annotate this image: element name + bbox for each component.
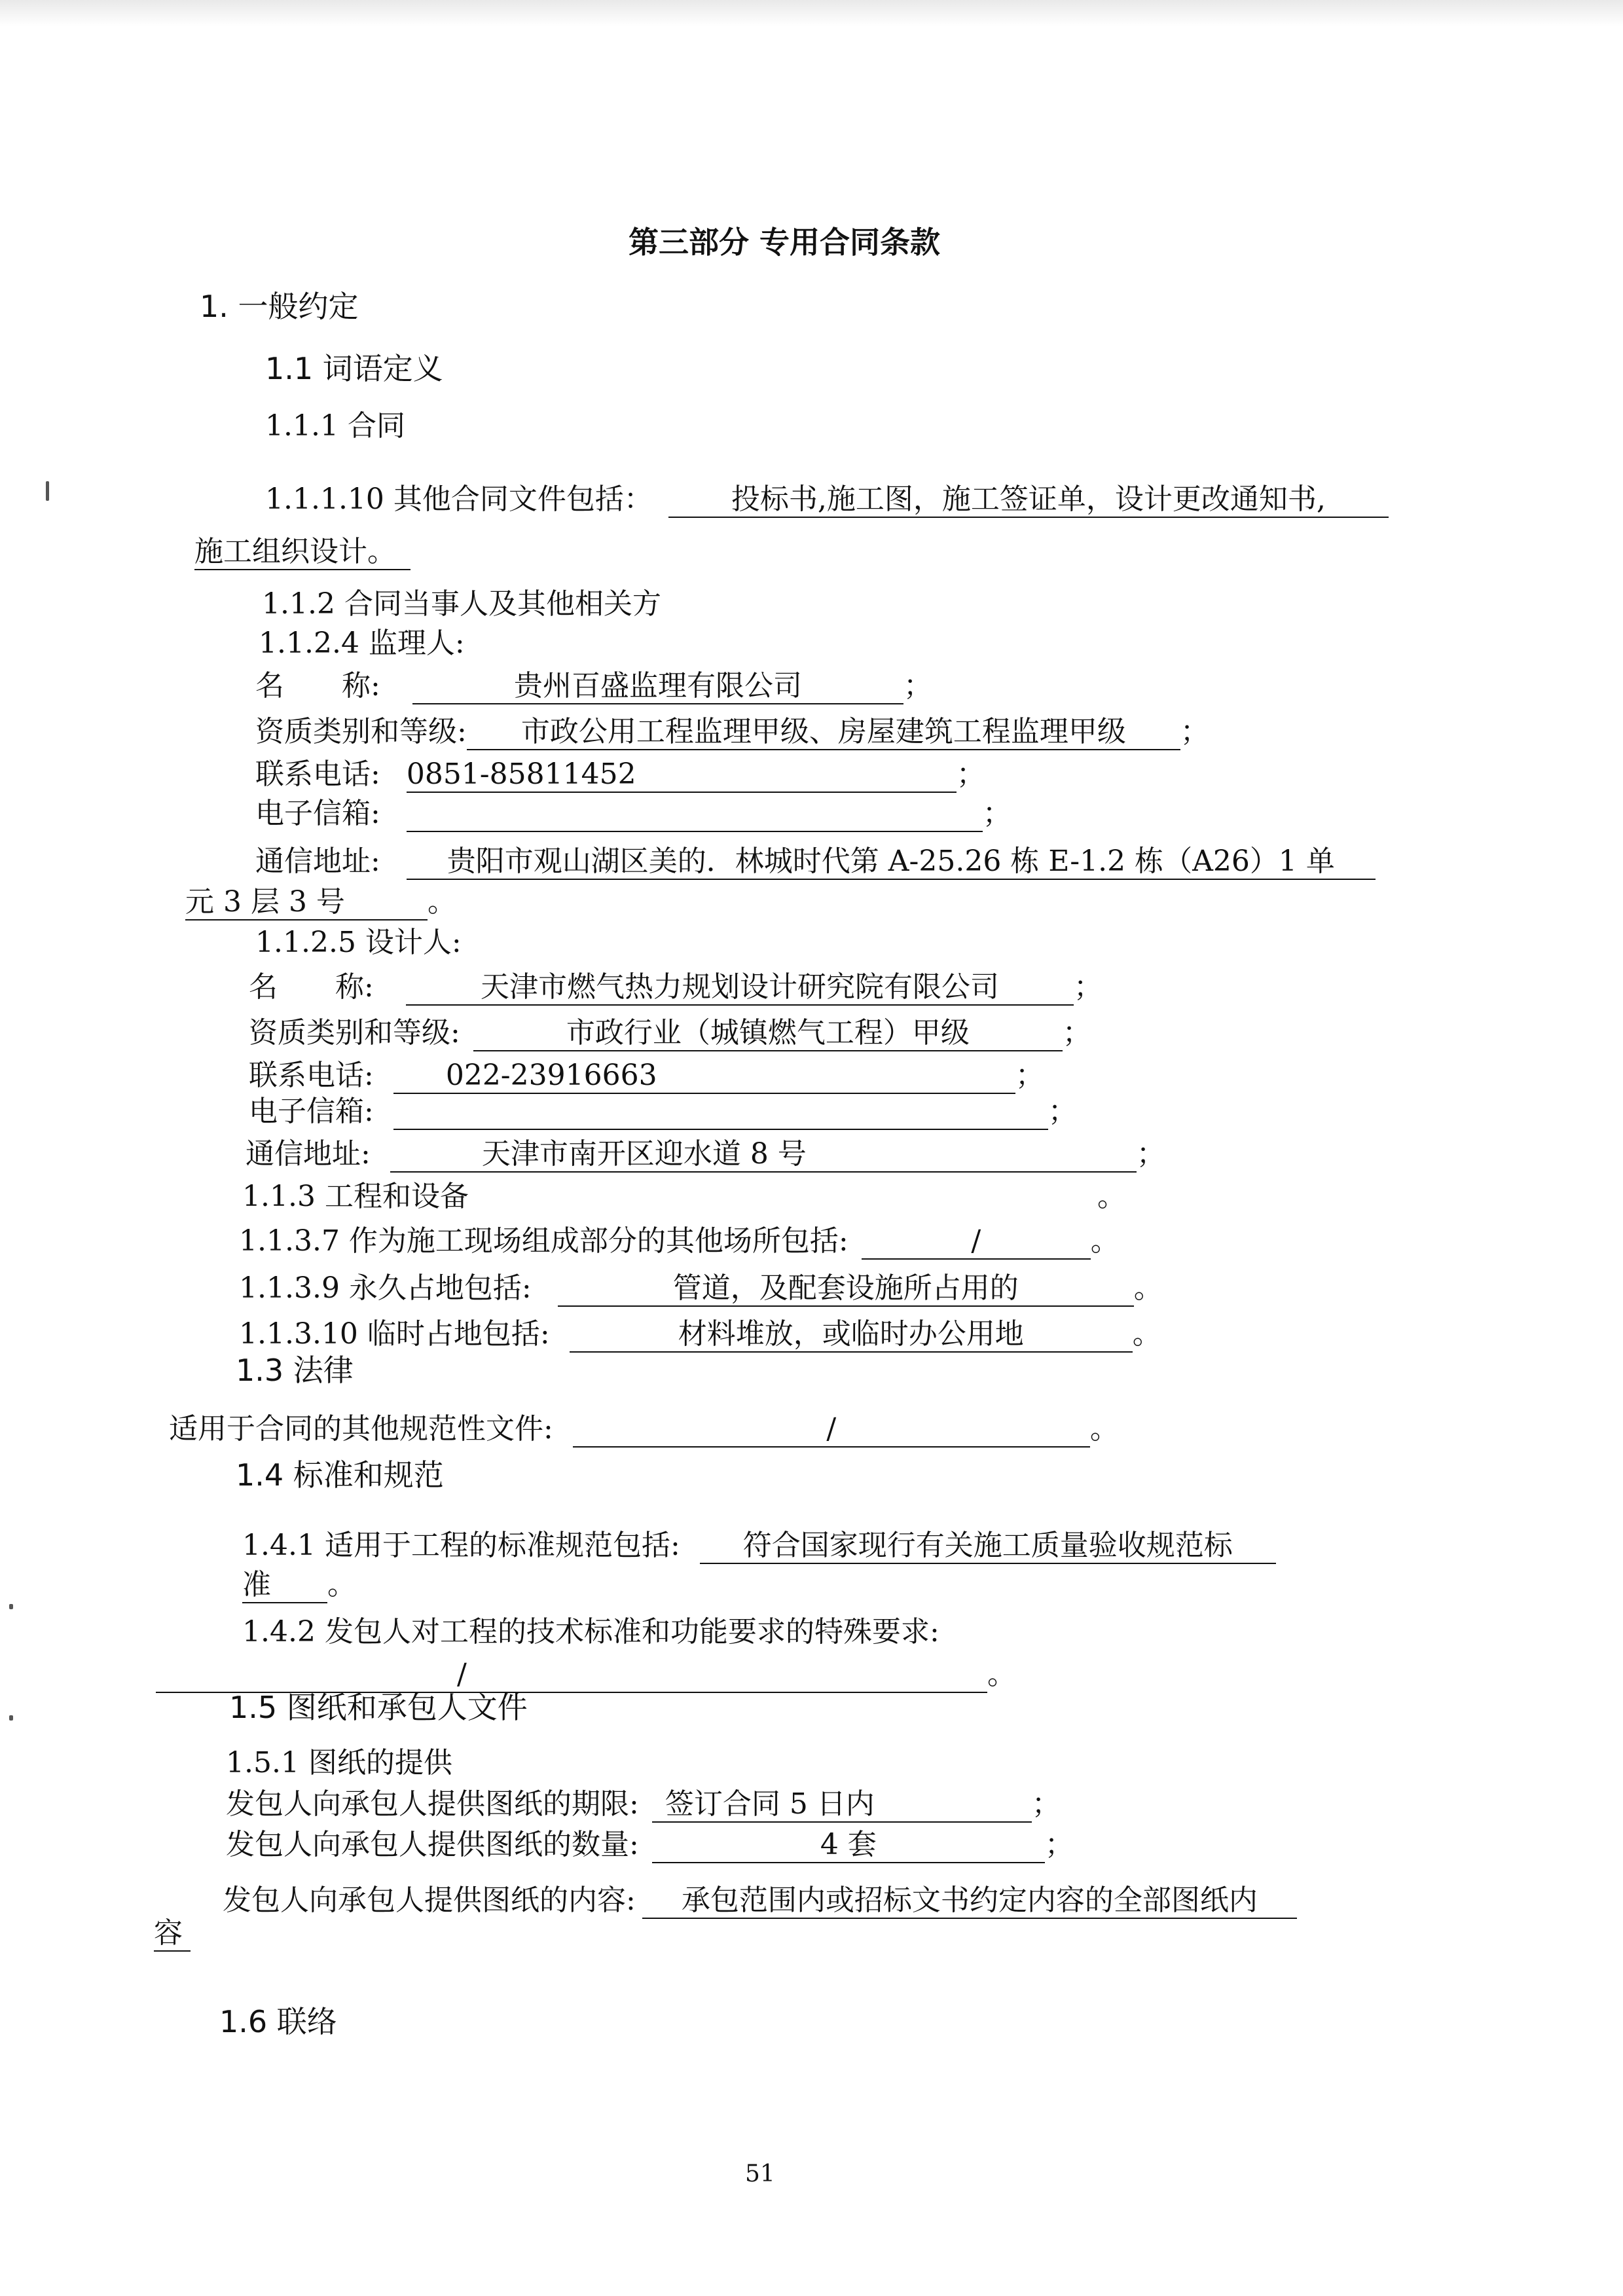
scan-speck — [46, 481, 49, 501]
field-label: 发包人向承包人提供图纸的数量: — [226, 1828, 639, 1861]
designer-phone-value: 022-23916663 — [393, 1059, 1015, 1094]
law-other-row — [169, 1411, 1119, 1448]
clause-1-1-3-7 — [239, 1223, 1120, 1260]
clause-1-1-1-10 — [265, 481, 1389, 518]
period: 。 — [428, 885, 456, 919]
scan-edge-shadow — [0, 0, 1623, 26]
field-label: 电子信箱: — [249, 1095, 374, 1128]
standards-value-cont: 准 — [242, 1568, 327, 1603]
field-label: 资质类别和等级: — [249, 1016, 460, 1049]
period: 。 — [1133, 1271, 1163, 1305]
law-other-value: / — [573, 1412, 1090, 1448]
clause-label: 适用于合同的其他规范性文件: — [169, 1412, 553, 1446]
clause-label: 1.1.3.9 永久占地包括: — [239, 1271, 532, 1305]
scan-speck — [9, 1604, 13, 1609]
page-title: 第三部分 专用合同条款 — [629, 225, 941, 260]
section-1-3-heading: 1.3 法律 — [236, 1353, 354, 1388]
drawing-period-row — [226, 1786, 1061, 1823]
semicolon: ； — [1180, 715, 1209, 748]
supervisor-name-value: 贵州百盛监理有限公司 — [412, 669, 903, 704]
semicolon: ； — [903, 669, 932, 702]
section-1-heading: 1. 一般约定 — [200, 289, 359, 324]
supervisor-email-row — [255, 795, 1012, 832]
designer-qual-value: 市政行业（城镇燃气工程）甲级 — [473, 1016, 1063, 1051]
supervisor-addr-row-cont — [185, 884, 456, 920]
section-1-1-1-heading: 1.1.1 合同 — [265, 409, 405, 443]
semicolon: ； — [1015, 1059, 1044, 1092]
drawing-content-value: 承包范围内或招标文书约定内容的全部图纸内 — [642, 1884, 1297, 1919]
drawing-period-value: 签订合同 5 日内 — [652, 1787, 1032, 1823]
designer-addr-value: 天津市南开区迎水道 8 号 — [390, 1137, 1137, 1173]
period: 。 — [1090, 1224, 1120, 1258]
clause-1-4-2-value-row — [156, 1656, 1016, 1693]
field-label: 联系电话: — [255, 757, 380, 791]
supervisor-phone-value: 0851-85811452 — [407, 757, 957, 793]
designer-addr-row — [246, 1136, 1165, 1173]
supervisor-phone-row — [255, 756, 985, 793]
semicolon: ； — [1136, 1137, 1165, 1171]
field-label: 发包人向承包人提供图纸的期限: — [226, 1787, 639, 1821]
page-number: 51 — [745, 2160, 775, 2187]
period: 。 — [327, 1568, 356, 1601]
section-1-1-3-heading: 1.1.3 工程和设备 — [242, 1180, 469, 1213]
permanent-land-value: 管道，及配套设施所占用的 — [558, 1271, 1134, 1307]
section-1-1-2-heading: 1.1.2 合同当事人及其他相关方 — [262, 587, 661, 621]
clause-label: 1.1.3.7 作为施工现场组成部分的其他场所包括: — [239, 1224, 848, 1258]
section-1-1-heading: 1.1 词语定义 — [265, 351, 443, 386]
clause-1-4-2: 1.4.2 发包人对工程的技术标准和功能要求的特殊要求: — [242, 1615, 939, 1649]
field-label: 名 称: — [249, 970, 374, 1004]
field-label: 发包人向承包人提供图纸的内容: — [223, 1884, 636, 1917]
section-1-5-heading: 1.5 图纸和承包人文件 — [229, 1690, 528, 1725]
period: 。 — [987, 1658, 1016, 1691]
supervisor-qual-row — [255, 714, 1209, 750]
period: 。 — [1089, 1412, 1119, 1446]
section-1-4-heading: 1.4 标准和规范 — [236, 1457, 444, 1493]
scan-speck — [9, 1715, 13, 1721]
clause-1-4-1 — [242, 1527, 1276, 1564]
clause-1-1-3-9 — [239, 1270, 1163, 1307]
field-label: 资质类别和等级: — [255, 715, 467, 748]
semicolon: ； — [1062, 1016, 1091, 1049]
special-requirements-value: / — [156, 1658, 987, 1693]
section-1-6-heading: 1.6 联络 — [219, 2004, 337, 2039]
supervisor-qual-value: 市政公用工程监理甲级、房屋建筑工程监理甲级 — [467, 715, 1180, 750]
clause-label: 1.1.3.10 临时占地包括: — [239, 1317, 550, 1351]
period: 。 — [1097, 1180, 1126, 1213]
semicolon: ； — [1074, 970, 1103, 1004]
semicolon: ； — [1048, 1095, 1077, 1128]
supervisor-email-value — [407, 831, 983, 832]
designer-name-row — [249, 969, 1103, 1006]
other-contract-docs-value: 投标书,施工图，施工签证单，设计更改通知书, — [668, 483, 1389, 518]
supervisor-heading: 1.1.2.4 监理人: — [259, 627, 465, 660]
section-1-5-1-heading: 1.5.1 图纸的提供 — [226, 1746, 452, 1779]
designer-qual-row — [249, 1015, 1091, 1051]
semicolon: ； — [1044, 1828, 1074, 1861]
semicolon: ； — [982, 797, 1012, 830]
standards-value: 符合国家现行有关施工质量验收规范标 — [700, 1529, 1276, 1564]
field-label: 名 称: — [255, 669, 380, 702]
supervisor-addr-row — [255, 843, 1376, 880]
clause-1-1-1-10-cont — [194, 534, 410, 570]
clause-1-4-1-cont — [242, 1567, 356, 1603]
field-label: 联系电话: — [249, 1059, 374, 1092]
drawing-qty-row — [226, 1827, 1074, 1863]
supervisor-addr-value-cont: 元 3 层 3 号 — [185, 885, 428, 920]
designer-heading: 1.1.2.5 设计人: — [255, 926, 462, 959]
supervisor-addr-value: 贵阳市观山湖区美的．林城时代第 A-25.26 栋 E-1.2 栋（A26）1 单 — [407, 845, 1376, 880]
semicolon: ； — [956, 757, 985, 791]
drawing-content-value-cont: 容 — [154, 1916, 191, 1952]
section-1-1-3-row — [242, 1178, 1126, 1215]
clause-label: 1.1.1.10 其他合同文件包括： — [265, 483, 653, 516]
designer-email-value — [393, 1129, 1048, 1130]
period: 。 — [1132, 1317, 1161, 1351]
clause-label: 1.4.1 适用于工程的标准规范包括: — [242, 1529, 680, 1562]
clause-1-1-3-10 — [239, 1316, 1161, 1353]
drawing-content-row-cont — [154, 1915, 191, 1952]
semicolon: ； — [1031, 1787, 1061, 1821]
drawing-qty-value: 4 套 — [652, 1828, 1045, 1863]
field-label: 通信地址: — [246, 1137, 371, 1171]
supervisor-name-row — [255, 668, 932, 704]
field-label: 通信地址: — [255, 845, 380, 878]
drawing-content-row — [223, 1882, 1297, 1919]
temporary-land-value: 材料堆放，或临时办公用地 — [570, 1317, 1133, 1353]
designer-name-value: 天津市燃气热力规划设计研究院有限公司 — [406, 970, 1074, 1006]
designer-email-row — [249, 1093, 1077, 1130]
designer-phone-row — [249, 1057, 1044, 1094]
other-site-areas-value: / — [862, 1224, 1091, 1260]
field-label: 电子信箱: — [255, 797, 380, 830]
other-contract-docs-value-cont: 施工组织设计。 — [194, 535, 410, 570]
